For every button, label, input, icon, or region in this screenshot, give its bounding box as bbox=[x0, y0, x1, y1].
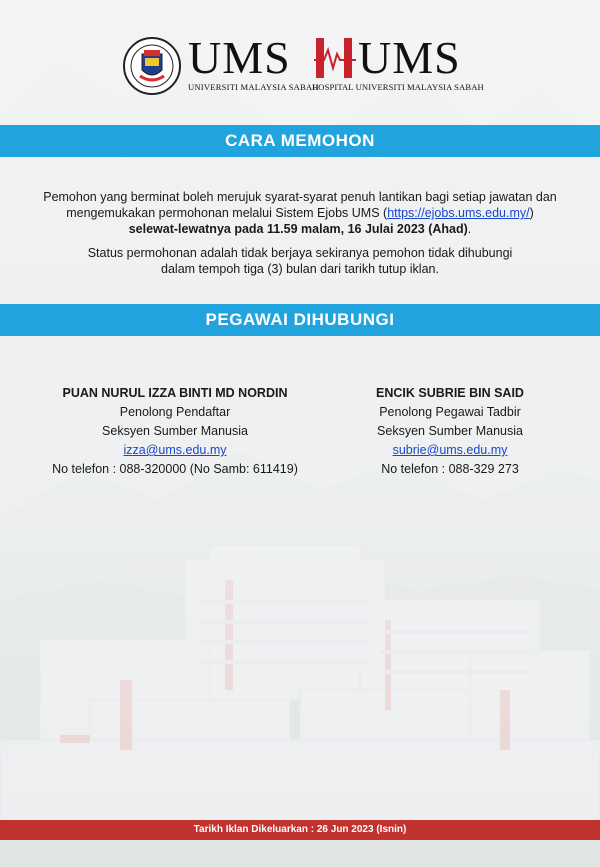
contact-phone: No telefon : 088-320000 (No Samb: 611419) bbox=[52, 462, 298, 476]
contact-card bbox=[40, 384, 310, 479]
status-line-2: dalam tempoh tiga (3) bulan dari tarikh tutup iklan. bbox=[161, 262, 439, 276]
apply-instructions bbox=[0, 189, 600, 237]
contact-email-link[interactable]: subrie@ums.edu.my bbox=[392, 443, 508, 457]
deadline-text: selewat-lewatnya pada 11.59 malam, 16 Julai 2023 (Ahad) bbox=[128, 222, 468, 236]
contact-name: ENCIK SUBRIE BIN SAID bbox=[376, 386, 524, 400]
ums-crest-icon bbox=[122, 36, 182, 96]
hums-subtitle: HOSPITAL UNIVERSITI MALAYSIA SABAH bbox=[312, 82, 484, 92]
contact-position: Penolong Pegawai Tadbir bbox=[379, 405, 521, 419]
contact-email-link[interactable]: izza@ums.edu.my bbox=[123, 443, 227, 457]
contact-department: Seksyen Sumber Manusia bbox=[377, 424, 523, 438]
ums-subtitle: UNIVERSITI MALAYSIA SABAH bbox=[188, 82, 319, 92]
apply-line-2-suffix: ) bbox=[529, 206, 534, 220]
section-title-contacts: PEGAWAI DIHUBUNGI bbox=[0, 304, 600, 336]
ejobs-link[interactable]: https://ejobs.ums.edu.my/ bbox=[387, 206, 530, 220]
hums-logo bbox=[312, 32, 484, 92]
contact-card bbox=[330, 384, 570, 479]
apply-deadline bbox=[0, 221, 600, 237]
contact-position: Penolong Pendaftar bbox=[119, 405, 231, 419]
application-status-note bbox=[0, 245, 600, 277]
apply-line-1: Pemohon yang berminat boleh merujuk syarat-syarat penuh lantikan bagi setiap jawatan dan bbox=[43, 190, 557, 204]
contact-department: Seksyen Sumber Manusia bbox=[102, 424, 248, 438]
contact-name: PUAN NURUL IZZA BINTI MD NORDIN bbox=[62, 386, 288, 400]
hums-wordmark: UMS bbox=[358, 32, 461, 83]
apply-line-2 bbox=[0, 205, 600, 221]
ad-date-footer: Tarikh Iklan Dikeluarkan : 26 Jun 2023 (Isnin) bbox=[0, 820, 600, 840]
apply-line-2-prefix: mengemukakan permohonan melalui Sistem Ejobs UMS ( bbox=[66, 206, 388, 220]
ums-wordmark: UMS bbox=[188, 32, 291, 83]
ums-logo bbox=[122, 32, 319, 96]
deadline-end: . bbox=[467, 222, 472, 236]
contact-phone: No telefon : 088-329 273 bbox=[381, 462, 519, 476]
section-title-apply: CARA MEMOHON bbox=[0, 125, 600, 157]
logo-header bbox=[0, 28, 600, 108]
hums-heartbeat-h-icon bbox=[312, 36, 358, 80]
status-line-1: Status permohonan adalah tidak berjaya sekiranya pemohon tidak dihubungi bbox=[87, 246, 513, 260]
